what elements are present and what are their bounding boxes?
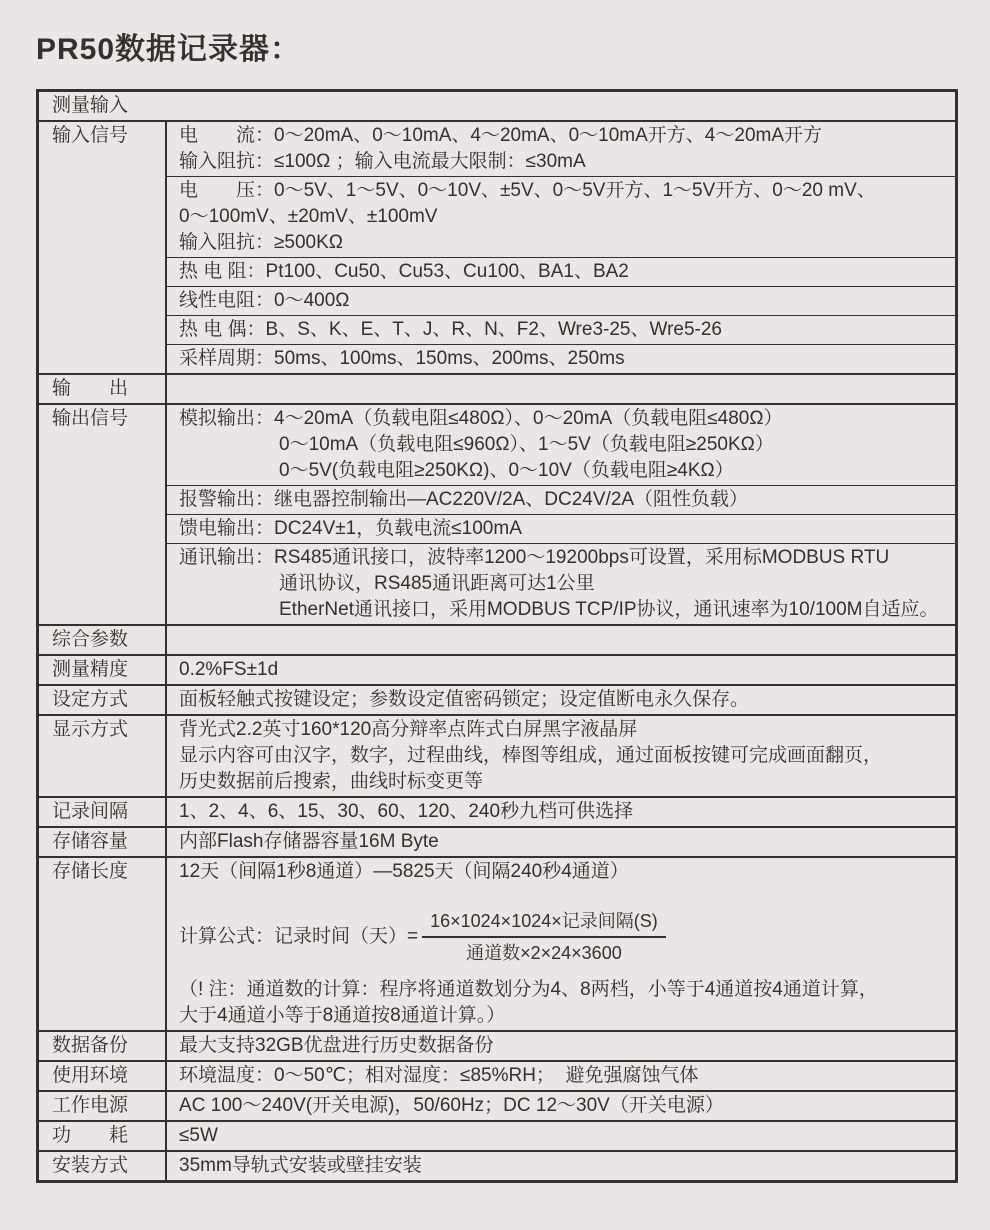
spec-line: EtherNet通讯接口，采用MODBUS TCP/IP协议，通讯速率为10/100M自适应。 — [279, 599, 939, 620]
spec-row — [39, 1060, 955, 1090]
spec-line: 显示内容可由汉字，数字，过程曲线，棒图等组成，通过面板按键可完成画面翻页， — [179, 745, 883, 766]
spec-cell — [167, 514, 955, 543]
spec-line: 模拟输出：4～20mA（负载电阻≤480Ω）、0～20mA（负载电阻≤480Ω） — [179, 408, 783, 429]
spec-cell — [167, 122, 955, 176]
row-label: 显示方式 — [39, 716, 167, 796]
spec-line: 通讯输出：RS485通讯接口，波特率1200～19200bps可设置，采用标MODBUS RTU — [179, 547, 890, 568]
spec-line: 0～10mA（负载电阻≤960Ω）、1～5V（负载电阻≥250KΩ） — [279, 434, 774, 455]
row-label: 设定方式 — [39, 686, 167, 714]
spec-line: 0～5V(负载电阻≥250KΩ)、0～10V（负载电阻≥4KΩ） — [279, 460, 734, 481]
spec-line: 背光式2.2英寸160*120高分辩率点阵式白屏黑字液晶屏 — [179, 719, 638, 740]
formula-denominator: 通道数×2×24×3600 — [466, 943, 622, 963]
row-label: 数据备份 — [39, 1032, 167, 1060]
row-content — [167, 1092, 955, 1120]
row-label: 输出信号 — [39, 405, 167, 624]
spec-line: 输入阻抗：≤100Ω ；输入电流最大限制：≤30mA — [179, 151, 586, 172]
spec-line: 电 流：0～20mA、0～10mA、4～20mA、0～10mA开方、4～20mA开方 — [179, 125, 823, 146]
spec-line: 输入阻抗：≥500KΩ — [179, 232, 344, 253]
spec-cell — [167, 315, 955, 344]
spec-line: 历史数据前后搜索，曲线时标变更等 — [179, 771, 484, 792]
formula-prefix: 计算公式：记录时间（天）= — [179, 926, 419, 947]
spec-line: ≤5W — [179, 1125, 218, 1146]
spec-cell — [167, 1062, 955, 1090]
spec-row — [39, 684, 955, 714]
spec-cell — [167, 257, 955, 286]
spec-row — [39, 826, 955, 856]
spec-line: 12天（间隔1秒8通道）—5825天（间隔240秒4通道） — [179, 861, 629, 882]
row-content — [167, 1152, 955, 1180]
row-content — [167, 828, 955, 856]
spec-line: 环境温度：0～50℃；相对湿度：≤85%RH； 避免强腐蚀气体 — [179, 1065, 699, 1086]
spec-line: 采样周期：50ms、100ms、150ms、200ms、250ms — [179, 348, 625, 369]
section-row — [39, 92, 955, 120]
spec-line: 0.2%FS±1d — [179, 659, 279, 680]
spec-line: 线性电阻：0～400Ω — [179, 290, 350, 311]
spec-row — [39, 654, 955, 684]
spec-row — [39, 714, 955, 796]
spec-row — [39, 1120, 955, 1150]
spec-line: 电 压：0～5V、1～5V、0～10V、±5V、0～5V开方、1～5V开方、0～20 mV、 — [179, 180, 876, 201]
row-content — [167, 1062, 955, 1090]
spec-cell — [167, 286, 955, 315]
spec-row — [39, 856, 955, 1030]
spec-row — [39, 403, 955, 624]
spec-cell — [167, 858, 955, 1030]
row-label: 功 耗 — [39, 1122, 167, 1150]
spec-line: 热 电 阻：Pt100、Cu50、Cu53、Cu100、BA1、BA2 — [179, 261, 629, 282]
spec-line: 1、2、4、6、15、30、60、120、240秒九档可供选择 — [179, 801, 634, 822]
spec-line: 最大支持32GB优盘进行历史数据备份 — [179, 1035, 494, 1056]
spec-line: 35mm导轨式安装或壁挂安装 — [179, 1155, 422, 1176]
row-label: 输入信号 — [39, 122, 167, 373]
row-content — [167, 1122, 955, 1150]
spec-cell — [167, 543, 955, 624]
spec-cell — [167, 798, 955, 826]
spec-line: （! 注：通道数的计算：程序将通道数划分为4、8两档，小等于4通道按4通道计算， — [179, 979, 878, 1000]
spec-row — [39, 120, 955, 373]
spec-line: 热 电 偶：B、S、K、E、T、J、R、N、F2、Wre3-25、Wre5-26 — [179, 319, 722, 340]
spec-cell — [167, 686, 955, 714]
row-label: 存储长度 — [39, 858, 167, 1030]
row-label: 工作电源 — [39, 1092, 167, 1120]
formula-fraction — [422, 909, 666, 965]
row-content — [167, 858, 955, 1030]
row-content — [167, 798, 955, 826]
row-label: 输 出 — [39, 375, 167, 403]
spec-row — [39, 1030, 955, 1060]
row-label: 综合参数 — [39, 626, 167, 654]
spec-cell — [167, 176, 955, 257]
spec-line: 0～100mV、±20mV、±100mV — [179, 206, 438, 227]
spec-cell — [167, 344, 955, 373]
spec-cell — [167, 656, 955, 684]
spec-cell — [167, 1152, 955, 1180]
spec-cell — [167, 716, 955, 796]
row-content — [167, 626, 955, 654]
row-label: 存储容量 — [39, 828, 167, 856]
row-label: 测量输入 — [52, 95, 129, 116]
row-content — [544, 92, 956, 120]
spec-line: 通讯协议，RS485通讯距离可达1公里 — [279, 573, 595, 594]
spec-cell — [167, 485, 955, 514]
row-label: 测量精度 — [39, 656, 167, 684]
row-label: 安装方式 — [39, 1152, 167, 1180]
section-row — [39, 624, 955, 654]
spec-row — [39, 1090, 955, 1120]
spec-cell — [167, 1092, 955, 1120]
spec-cell — [167, 1032, 955, 1060]
spec-line: 报警输出：继电器控制输出—AC220V/2A、DC24V/2A（阻性负载） — [179, 489, 749, 510]
spec-line: AC 100～240V(开关电源)，50/60Hz；DC 12～30V（开关电源） — [179, 1095, 724, 1116]
row-label: 记录间隔 — [39, 798, 167, 826]
formula-numerator: 16×1024×1024×记录间隔(S) — [422, 909, 666, 938]
spec-row — [39, 796, 955, 826]
spec-line: 面板轻触式按键设定；参数设定值密码锁定；设定值断电永久保存。 — [179, 689, 750, 710]
spec-cell — [167, 828, 955, 856]
section-row — [39, 373, 955, 403]
row-content — [167, 375, 955, 403]
row-label: 使用环境 — [39, 1062, 167, 1090]
spec-row — [39, 1150, 955, 1180]
spec-line: 大于4通道小等于8通道按8通道计算。） — [179, 1005, 506, 1026]
spec-cell — [167, 405, 955, 485]
row-content — [167, 405, 955, 624]
spec-table — [36, 89, 958, 1183]
spec-line: 馈电输出：DC24V±1，负载电流≤100mA — [179, 518, 522, 539]
row-content — [167, 122, 955, 373]
row-content — [167, 1032, 955, 1060]
spec-line: 内部Flash存储器容量16M Byte — [179, 831, 439, 852]
row-content — [167, 716, 955, 796]
row-content — [167, 686, 955, 714]
storage-formula — [167, 909, 955, 965]
row-content — [167, 656, 955, 684]
page-title: PR50数据记录器： — [36, 33, 302, 66]
spec-cell — [167, 1122, 955, 1150]
